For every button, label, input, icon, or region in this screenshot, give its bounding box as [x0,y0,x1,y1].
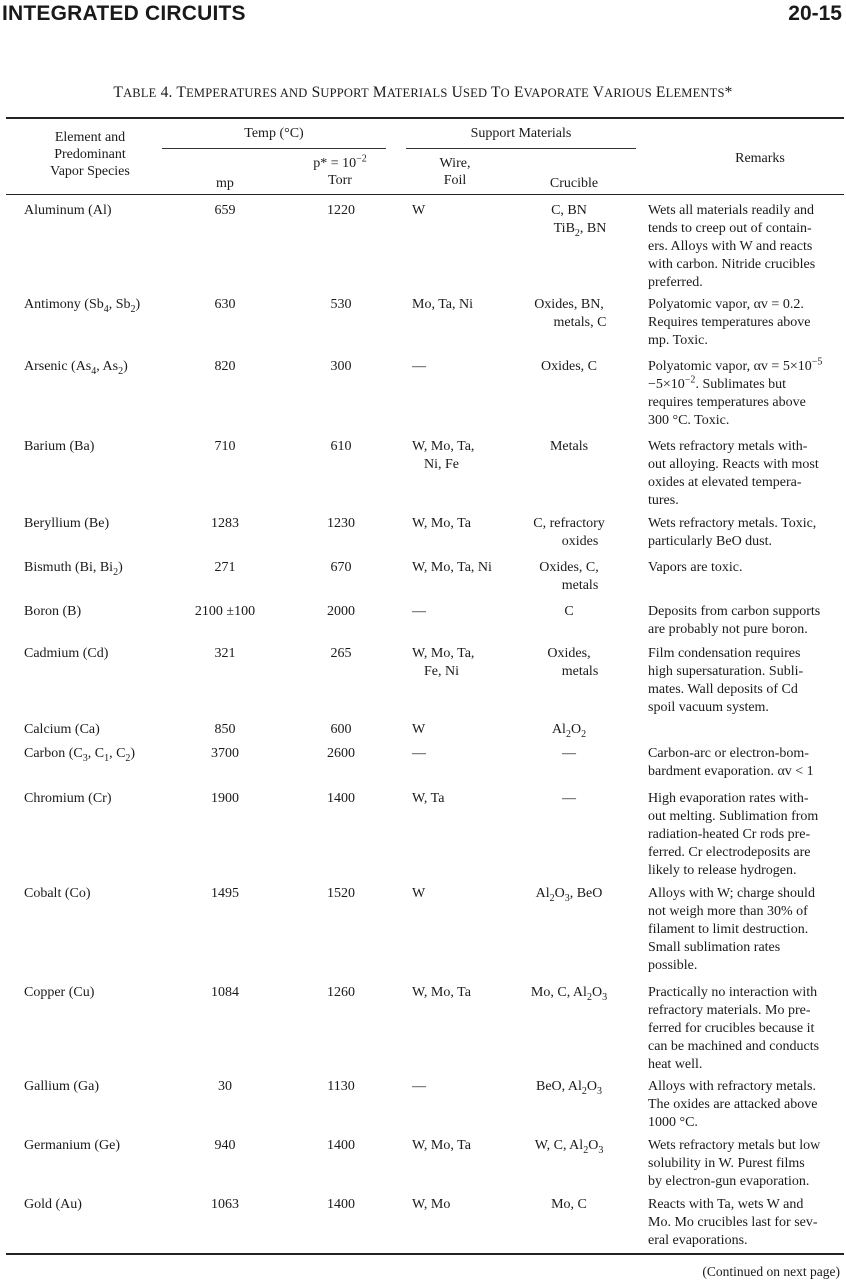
remarks: Deposits from carbon supports are probably not pure boron. [648,604,821,637]
remarks: Practically no interaction with refractory materials. Mo pre- ferred for crucibles because it can be machined and conducts heat well. [648,985,820,1072]
crucible: C, BN TiB$_2$, BN [551,203,607,239]
crucible: C [564,604,574,619]
wire-foil: — [412,1079,426,1094]
crucible: $Al_2O_2$ [551,722,587,740]
caption-part-small: ATERIALS [386,86,448,100]
vapor-temp: 1400 [327,791,355,806]
header-mp: mp [216,176,234,191]
caption-part-small: ABLE [123,86,157,100]
caption-part-small: O [500,86,510,100]
melting-point: 710 [214,439,236,454]
vapor-temp: 265 [330,646,352,661]
caption-part: U [447,84,463,101]
melting-point: 30 [218,1079,232,1094]
melting-point: 850 [214,722,236,737]
wire-foil: W, Mo, Ta [412,516,471,531]
element-name: Gold (Au) [24,1197,82,1212]
remarks: Wets refractory metals. Toxic, particularly BeO dust. [648,516,817,549]
wire-foil: W, Mo, Ta [412,985,471,1000]
melting-point: 2100 ±100 [194,604,256,619]
crucible: — [562,746,576,761]
crucible: Mo, C, $Al_2O_3$ [530,985,608,1003]
running-header [0,0,846,32]
element-name: Cobalt (Co) [24,886,91,901]
table-bottom-rule [6,1253,844,1255]
page-number: 20-15 [788,2,842,25]
remarks: Wets all materials readily and tends to creep out of contain- ers. Alloys with W and reacts with carbon. Nitride crucibles preferred. [648,203,816,290]
caption-part: * [724,84,733,101]
remarks: Vapors are toxic. [648,560,743,575]
wire-foil: — [412,359,426,374]
vapor-temp: 530 [330,297,352,312]
melting-point: 321 [214,646,236,661]
wire-foil: W [412,886,426,901]
remarks: Alloys with refractory metals. The oxides are attacked above 1000 °C. [648,1079,818,1130]
element-name: Chromium (Cr) [24,791,112,806]
chapter-title: INTEGRATED CIRCUITS [2,2,246,25]
remarks: Alloys with W; charge should not weigh more than 30% of filament to limit destruction. Small sublimation rates possible. [648,886,815,973]
melting-point: 659 [214,203,236,218]
vapor-temp: 2600 [327,746,355,761]
remarks: Film condensation requires high supersaturation. Subli- mates. Wall deposits of Cd spoil vacuum system. [648,646,804,715]
header-remarks: Remarks [735,151,785,166]
vapor-temp: 670 [330,560,352,575]
melting-point: 1084 [211,985,239,1000]
element-name: Germanium (Ge) [24,1138,121,1153]
melting-point: 3700 [211,746,239,761]
wire-foil: W [412,203,426,218]
continued-note: (Continued on next page) [702,1264,840,1279]
wire-foil: W, Mo, Ta, Ni [412,560,492,575]
vapor-temp: 1220 [327,203,355,218]
melting-point: 940 [214,1138,236,1153]
wire-foil: W, Mo, Ta [412,1138,471,1153]
element-name: Calcium (Ca) [24,722,100,737]
support-group-rule [406,148,636,149]
vapor-temp: 1260 [327,985,355,1000]
caption-part: T [487,84,501,101]
wire-foil: W, Mo, Ta, Ni, Fe [412,439,475,472]
melting-point: 271 [214,560,236,575]
header-temp-group: Temp (°C) [244,126,304,141]
table-top-rule [6,117,844,119]
caption-part: 4. T [156,84,187,101]
melting-point: 1063 [211,1197,239,1212]
caption-part-small: SED [462,86,488,100]
remarks: Polyatomic vapor, $\alpha v = 5\times 10^{-5}$ $-5\times 10^{-2}$. Sublimates but requires temperatures above 300 °C. Toxic. [648,356,823,428]
element-name: Cadmium (Cd) [24,646,109,661]
crucible: Oxides, C [541,359,597,374]
melting-point: 1495 [211,886,239,901]
crucible: BeO, $Al_2O_3$ [535,1079,602,1097]
element-name: Carbon ($C_3$, $C_1$, $C_2$) [24,746,136,764]
caption-part-small: ARIOUS [604,86,652,100]
vapor-temp: 2000 [327,604,355,619]
element-name: Aluminum (Al) [24,203,112,218]
caption-part: V [588,84,605,101]
vapor-temp: 1520 [327,886,355,901]
element-name: Boron (B) [24,604,82,619]
vapor-temp: 600 [330,722,352,737]
melting-point: 1900 [211,791,239,806]
header-wire-foil: Wire, Foil [439,156,471,188]
caption-part: M [368,84,387,101]
vapor-temp: 1130 [327,1079,355,1094]
caption-part-small: UPPORT [320,86,369,100]
remarks: Carbon-arc or electron-bom- bardment evaporation. αv < 1 [648,746,814,779]
vapor-temp: 1400 [327,1138,355,1153]
wire-foil: W [412,722,426,737]
element-name: Arsenic ($As_4$, $As_2$) [24,359,128,377]
remarks: Polyatomic vapor, αv = 0.2. Requires temperatures above mp. Toxic. [648,297,811,348]
table-caption [0,84,846,102]
header-bottom-rule [6,194,844,195]
melting-point: 630 [214,297,236,312]
crucible: Oxides, BN, metals, C [534,297,607,330]
header-element: Element and Predominant Vapor Species [50,130,130,179]
wire-foil: W, Ta [412,791,445,806]
element-name: Barium (Ba) [24,439,95,454]
remarks: High evaporation rates with- out melting. Sublimation from radiation-heated Cr rods pre- ferred. Cr electrodeposits are likely to release hydrogen. [648,791,819,878]
header-support-group: Support Materials [470,126,572,141]
header-crucible: Crucible [549,176,599,191]
melting-point: 820 [214,359,236,374]
crucible: Oxides, C, metals [539,560,599,593]
crucible: Oxides, metals [547,646,599,679]
crucible: W, C, $Al_2O_3$ [534,1138,604,1156]
crucible: Metals [549,439,589,454]
element-name: Gallium (Ga) [24,1079,100,1094]
crucible: C, refractory oxides [533,516,605,549]
vapor-temp: 1400 [327,1197,355,1212]
remarks: Wets refractory metals with- out alloying. Reacts with most oxides at elevated tempera- tures. [648,439,819,508]
wire-foil: — [412,746,426,761]
header-pstar: $p* = 10^{-2}$ Torr [313,153,367,188]
crucible: — [562,791,576,806]
melting-point: 1283 [211,516,239,531]
element-name: Beryllium (Be) [24,516,110,531]
crucible: Mo, C [551,1197,587,1212]
caption-part: T [113,84,124,101]
wire-foil: Mo, Ta, Ni [412,297,473,312]
element-name: Antimony ($Sb_4$, $Sb_2$) [24,297,141,315]
vapor-temp: 610 [330,439,352,454]
wire-foil: W, Mo, Ta, Fe, Ni [412,646,475,679]
caption-part: S [307,84,321,101]
remarks: Reacts with Ta, wets W and Mo. Mo crucibles last for sev- eral evaporations. [648,1197,818,1248]
element-name: Copper (Cu) [24,985,95,1000]
caption-part-small: LEMENTS [665,86,725,100]
caption-part: E [651,84,666,101]
caption-part-small: EMPERATURES AND [186,86,308,100]
remarks: Wets refractory metals but low solubility in W. Purest films by electron-gun evaporation. [648,1138,821,1189]
caption-part-small: VAPORATE [523,86,589,100]
caption-part: E [509,84,524,101]
crucible: $Al_2O_3$, BeO [535,886,603,904]
temp-group-rule [162,148,386,149]
vapor-temp: 1230 [327,516,355,531]
vapor-temp: 300 [330,359,352,374]
element-name: Bismuth (Bi, $Bi_2$) [24,560,123,578]
wire-foil: W, Mo [412,1197,451,1212]
wire-foil: — [412,604,426,619]
